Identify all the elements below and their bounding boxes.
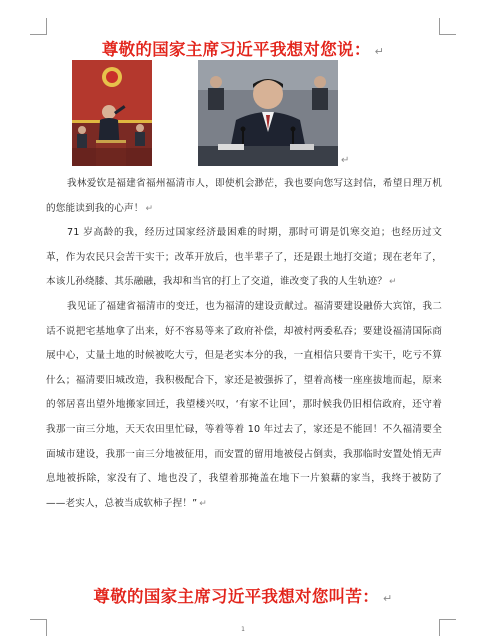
heading-top-text: 尊敬的国家主席习近平我想对您说： xyxy=(101,40,371,59)
paragraph-3 xyxy=(46,295,442,516)
heading-top xyxy=(46,36,440,60)
paragraph-1-text: 我林爱钦是福建省福州福清市人，即使机会渺茫，我也要向您写这封信，希望日理万机的您能读到我的心声！ xyxy=(46,178,442,214)
page-number: 1 xyxy=(241,626,245,633)
photo-oath-ceremony xyxy=(72,60,152,166)
photo-seated-meeting xyxy=(198,60,338,166)
paragraph-1 xyxy=(46,172,442,221)
paragraph-mark-icon: ↵ xyxy=(389,277,397,288)
paragraph-2-text: 71 岁高龄的我，经历过国家经济最困难的时期，那时可谓是饥寒交迫；也经历过文革，作为农民只会苦干实干；改革开放后，也半辈子了，还是跟土地打交道；现在老年了，本该儿孙绕膝、其乐融融，我却和当官的打上了交道，谁改变了我的人生轨迹？ xyxy=(46,227,442,288)
heading-bottom xyxy=(46,583,440,607)
paragraph-mark-icon: ↵ xyxy=(383,592,393,605)
paragraph-mark-icon: ↵ xyxy=(374,45,385,58)
crop-mark-top-right xyxy=(439,18,456,35)
letter-body xyxy=(46,172,442,516)
paragraph-2 xyxy=(46,221,442,295)
crop-mark-top-left xyxy=(30,18,47,35)
paragraph-mark-icon: ↵ xyxy=(341,155,350,166)
heading-bottom-text: 尊敬的国家主席习近平我想对您叫苦： xyxy=(93,587,380,606)
paragraph-3-text: 我见证了福建省福清市的变迁，也为福清的建设贡献过。福清要建设融侨大宾馆，我二话不说把宅基地拿了出来，好不容易等来了政府补偿，却被村两委私吞；要建设福清国际商展中心，丈量土地的时候被吃大亏，但是老实本分的我，一直相信只要肯干实干，吃亏不算什么；福清要旧城改造，我积极配合下，家还是被强拆了，望着高楼一座座拔地而起，原来的邻居喜出望外地搬家回迁，我望楼兴叹，‘有家不让回’，那时候我仍旧相信政府，还守着我那一亩三分地，天天农田里忙碌，等着等着 10 年过去了，家还是不能回！不久福清要全面城市建设，我那一亩三分地被征用，而安置的留用地被侵占倒卖，我那临时安置处悄无声息地被拆除，家没有了、地也没了，我望着那掩盖在地下一片狼藉的家当，我终于被防了——老实人，总被当成软柿子捏！” xyxy=(46,300,442,509)
paragraph-mark-icon: ↵ xyxy=(145,203,154,214)
paragraph-mark-icon: ↵ xyxy=(199,498,207,509)
